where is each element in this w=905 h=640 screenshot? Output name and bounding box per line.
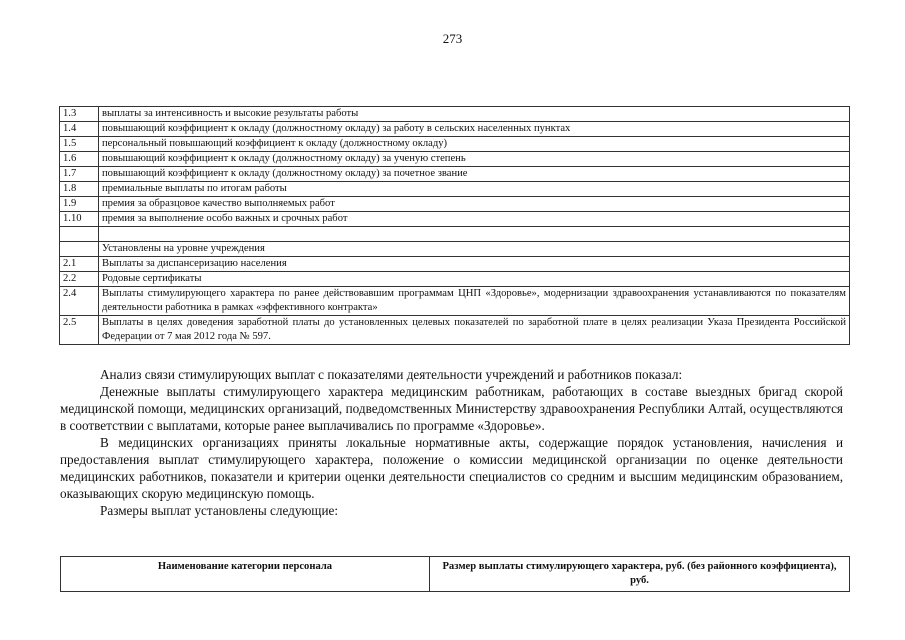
row-number: 1.10 xyxy=(60,212,99,227)
page-number: 273 xyxy=(442,31,463,46)
paragraph: Денежные выплаты стимулирующего характера медицинским работникам, работающих в составе выездных бригад скорой медицинской помощи, медицинских организаций, подведомственных Министерству здравоохранения Республики Алтай, осуществляются в соответствии с выплатами, которые ранее выплачивались по программе «Здоровье». xyxy=(60,384,843,433)
row-number: 1.5 xyxy=(60,137,99,152)
table-row xyxy=(60,257,850,272)
table-row xyxy=(60,316,850,345)
row-number xyxy=(60,242,99,257)
column-header-category: Наименование категории персонала xyxy=(61,557,430,592)
row-text: Выплаты стимулирующего характера по ранее действовавшим программам ЦНП «Здоровье», модернизации здравоохранения устанавливаются по показателям деятельности работника в рамках «эффективного контракта» xyxy=(99,287,850,316)
row-text: повышающий коэффициент к окладу (должностному окладу) за ученую степень xyxy=(99,152,850,167)
row-number: 1.8 xyxy=(60,182,99,197)
row-number: 2.4 xyxy=(60,287,99,316)
row-text: выплаты за интенсивность и высокие результаты работы xyxy=(99,107,850,122)
row-text: персональный повышающий коэффициент к окладу (должностному окладу) xyxy=(99,137,850,152)
table-row xyxy=(60,242,850,257)
table-row xyxy=(60,212,850,227)
table-header-row xyxy=(61,557,850,592)
row-text: Выплаты за диспансеризацию населения xyxy=(99,257,850,272)
row-number xyxy=(60,227,99,242)
table-row xyxy=(60,107,850,122)
row-text: повышающий коэффициент к окладу (должностному окладу) за почетное звание xyxy=(99,167,850,182)
row-number: 1.6 xyxy=(60,152,99,167)
table-row xyxy=(60,197,850,212)
table-row xyxy=(60,182,850,197)
row-text: премия за образцовое качество выполняемых работ xyxy=(99,197,850,212)
row-number: 2.1 xyxy=(60,257,99,272)
row-text: Выплаты в целях доведения заработной платы до установленных целевых показателей по заработной плате в целях реализации Указа Президента Российской Федерации от 7 мая 2012 года № 597. xyxy=(99,316,850,345)
table-row xyxy=(60,227,850,242)
paragraph: В медицинских организациях приняты локальные нормативные акты, содержащие порядок установления, начисления и предоставления выплат стимулирующего характера, положение о комиссии медицинской организации по оценке деятельности медицинских работников, показатели и критерии оценки деятельности специалистов со средним и высшим медицинским образованием, оказывающих скорую медицинскую помощь. xyxy=(60,435,843,501)
row-number: 1.4 xyxy=(60,122,99,137)
column-header-amount: Размер выплаты стимулирующего характера, руб. (без районного коэффициента), руб. xyxy=(430,557,850,592)
row-number: 2.5 xyxy=(60,316,99,345)
row-number: 1.7 xyxy=(60,167,99,182)
section-heading: Установлены на уровне учреждения xyxy=(99,242,850,257)
paragraph: Размеры выплат установлены следующие: xyxy=(100,503,339,518)
table-row xyxy=(60,122,850,137)
table-row xyxy=(60,152,850,167)
row-text xyxy=(99,227,850,242)
row-number: 1.3 xyxy=(60,107,99,122)
row-text: Родовые сертификаты xyxy=(99,272,850,287)
body-text xyxy=(60,366,843,519)
rates-table xyxy=(59,106,850,345)
table-row xyxy=(60,137,850,152)
table-row xyxy=(60,167,850,182)
payment-sizes-table xyxy=(60,556,850,592)
table-row xyxy=(60,272,850,287)
paragraph: Анализ связи стимулирующих выплат с показателями деятельности учреждений и работников показал: xyxy=(100,367,683,382)
table-row xyxy=(60,287,850,316)
row-text: премиальные выплаты по итогам работы xyxy=(99,182,850,197)
row-number: 2.2 xyxy=(60,272,99,287)
row-text: премия за выполнение особо важных и срочных работ xyxy=(99,212,850,227)
row-number: 1.9 xyxy=(60,197,99,212)
row-text: повышающий коэффициент к окладу (должностному окладу) за работу в сельских населенных пунктах xyxy=(99,122,850,137)
